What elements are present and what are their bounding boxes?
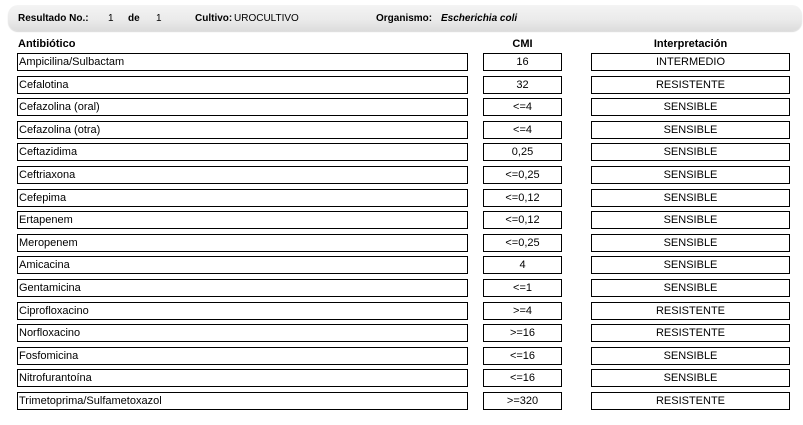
antibiotic-name-cell: Ertapenem bbox=[17, 211, 468, 229]
cmi-value-cell: >=16 bbox=[483, 324, 562, 342]
cmi-value-cell: 16 bbox=[483, 53, 562, 71]
table-row bbox=[0, 98, 803, 116]
antibiotic-name-cell: Trimetoprima/Sulfametoxazol bbox=[17, 392, 468, 410]
interpretation-cell: RESISTENTE bbox=[591, 324, 790, 342]
cmi-value-cell: <=0,25 bbox=[483, 234, 562, 252]
table-row bbox=[0, 324, 803, 342]
organismo-value: Escherichia coli bbox=[441, 13, 518, 24]
antibiotic-name-cell: Cefalotina bbox=[17, 76, 468, 94]
resultado-number: 1 bbox=[108, 13, 114, 24]
table-row bbox=[0, 166, 803, 184]
cmi-value-cell: <=0,12 bbox=[483, 189, 562, 207]
cmi-value-cell: >=320 bbox=[483, 392, 562, 410]
antibiotic-name-cell: Fosfomicina bbox=[17, 347, 468, 365]
interpretation-cell: SENSIBLE bbox=[591, 143, 790, 161]
table-row bbox=[0, 76, 803, 94]
antibiotic-name-cell: Ceftazidima bbox=[17, 143, 468, 161]
table-row bbox=[0, 369, 803, 387]
cmi-value-cell: 32 bbox=[483, 76, 562, 94]
table-row bbox=[0, 53, 803, 71]
interpretation-cell: RESISTENTE bbox=[591, 302, 790, 320]
table-row bbox=[0, 234, 803, 252]
table-row bbox=[0, 347, 803, 365]
table-row bbox=[0, 302, 803, 320]
interpretation-cell: SENSIBLE bbox=[591, 256, 790, 274]
table-row bbox=[0, 121, 803, 139]
antibiotic-name-cell: Gentamicina bbox=[17, 279, 468, 297]
cmi-value-cell: <=0,25 bbox=[483, 166, 562, 184]
cmi-value-cell: <=4 bbox=[483, 98, 562, 116]
interpretation-cell: SENSIBLE bbox=[591, 279, 790, 297]
antibiotic-name-cell: Amicacina bbox=[17, 256, 468, 274]
cmi-value-cell: <=0,12 bbox=[483, 211, 562, 229]
interpretation-cell: SENSIBLE bbox=[591, 121, 790, 139]
interpretation-cell: SENSIBLE bbox=[591, 211, 790, 229]
table-row bbox=[0, 143, 803, 161]
column-header-antibiotico: Antibiótico bbox=[18, 38, 76, 50]
de-label: de bbox=[128, 13, 140, 24]
cmi-value-cell: <=4 bbox=[483, 121, 562, 139]
antibiotic-name-cell: Cefepima bbox=[17, 189, 468, 207]
interpretation-cell: SENSIBLE bbox=[591, 166, 790, 184]
cmi-value-cell: <=1 bbox=[483, 279, 562, 297]
organismo-label: Organismo: bbox=[376, 13, 433, 24]
antibiotic-name-cell: Norfloxacino bbox=[17, 324, 468, 342]
interpretation-cell: SENSIBLE bbox=[591, 347, 790, 365]
interpretation-cell: RESISTENTE bbox=[591, 76, 790, 94]
column-header-cmi: CMI bbox=[512, 38, 533, 50]
table-row bbox=[0, 189, 803, 207]
interpretation-cell: SENSIBLE bbox=[591, 369, 790, 387]
column-header-interpretacion: Interpretación bbox=[653, 38, 728, 50]
resultado-label: Resultado No.: bbox=[18, 13, 89, 24]
cmi-value-cell: <=16 bbox=[483, 347, 562, 365]
interpretation-cell: RESISTENTE bbox=[591, 392, 790, 410]
interpretation-cell: SENSIBLE bbox=[591, 234, 790, 252]
cmi-value-cell: 4 bbox=[483, 256, 562, 274]
antibiotic-name-cell: Ampicilina/Sulbactam bbox=[17, 53, 468, 71]
antibiotic-name-cell: Ciprofloxacino bbox=[17, 302, 468, 320]
table-row bbox=[0, 279, 803, 297]
table-row bbox=[0, 392, 803, 410]
table-row bbox=[0, 211, 803, 229]
cmi-value-cell: >=4 bbox=[483, 302, 562, 320]
antibiotic-name-cell: Ceftriaxona bbox=[17, 166, 468, 184]
interpretation-cell: INTERMEDIO bbox=[591, 53, 790, 71]
antibiotic-name-cell: Cefazolina (otra) bbox=[17, 121, 468, 139]
cmi-value-cell: 0,25 bbox=[483, 143, 562, 161]
antibiotic-name-cell: Cefazolina (oral) bbox=[17, 98, 468, 116]
antibiotic-name-cell: Nitrofurantoína bbox=[17, 369, 468, 387]
interpretation-cell: SENSIBLE bbox=[591, 189, 790, 207]
cmi-value-cell: <=16 bbox=[483, 369, 562, 387]
resultado-total: 1 bbox=[156, 13, 162, 24]
antibiotic-name-cell: Meropenem bbox=[17, 234, 468, 252]
cultivo-value: UROCULTIVO bbox=[234, 13, 299, 24]
table-row bbox=[0, 256, 803, 274]
cultivo-label: Cultivo: bbox=[195, 13, 233, 24]
interpretation-cell: SENSIBLE bbox=[591, 98, 790, 116]
